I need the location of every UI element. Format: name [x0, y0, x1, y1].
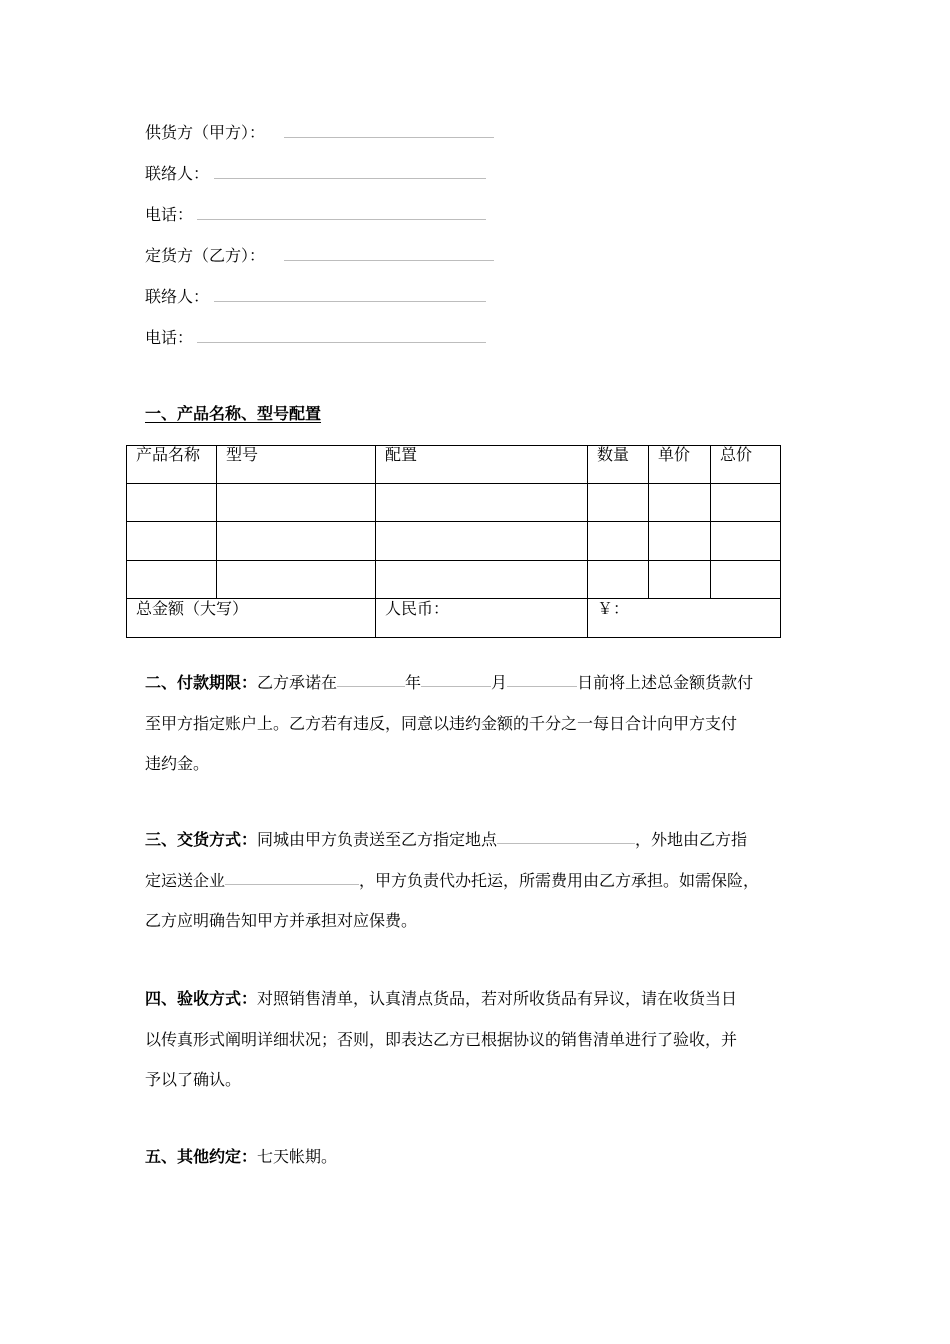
section4-text-1: 对照销售清单，认真清点货品，若对所收货品有异议，请在收货当日 [257, 989, 738, 1008]
supplier-contact-label: 联络人： [145, 164, 210, 183]
supplier-blank[interactable] [284, 137, 494, 138]
col-header-total-price: 总价 [720, 445, 753, 464]
buyer-contact-field [145, 285, 209, 309]
col-header-config: 配置 [385, 445, 418, 464]
month-blank[interactable] [421, 668, 491, 687]
supplier-phone-label: 电话： [145, 205, 194, 224]
day-blank[interactable] [507, 668, 577, 687]
section2-heading: 二、付款期限： [145, 673, 258, 692]
section1-title: 一、产品名称、型号配置 [145, 404, 322, 423]
total-amount-label: 总金额（大写） [136, 599, 249, 618]
section5-heading: 五、其他约定： [145, 1147, 258, 1166]
section3-text-2b: ，甲方负责代办托运，所需费用由乙方承担。如需保险， [359, 870, 760, 890]
section2-line-2: 至甲方指定账户上。乙方若有违反，同意以违约金额的千分之一每日合计向甲方支付 [145, 713, 738, 733]
yen-label: ￥： [597, 599, 630, 618]
buyer-label: 定货方（乙方）： [145, 246, 266, 265]
year-label: 年 [405, 673, 422, 692]
section3-text-2a: 定运送企业 [145, 870, 226, 890]
buyer-phone-blank[interactable] [197, 342, 486, 343]
supplier-phone-field [145, 203, 193, 227]
section2-text-1b: 日前将上述总金额货款付 [577, 673, 754, 692]
section4-line-3: 予以了确认。 [145, 1070, 242, 1089]
section3-delivery [145, 820, 805, 942]
col-header-quantity: 数量 [597, 445, 630, 464]
supplier-phone-blank[interactable] [197, 219, 486, 220]
buyer-field [145, 244, 265, 268]
section3-text-1b: ，外地由乙方指 [635, 830, 748, 849]
supplier-field [145, 121, 265, 145]
product-table [126, 445, 781, 638]
col-header-product-name: 产品名称 [136, 445, 201, 464]
section3-heading: 三、交货方式： [145, 830, 258, 849]
col-header-model: 型号 [226, 445, 259, 464]
buyer-phone-label: 电话： [145, 328, 194, 347]
shipping-company-blank[interactable] [225, 866, 359, 885]
delivery-location-blank[interactable] [497, 825, 635, 844]
supplier-contact-field [145, 162, 209, 186]
year-blank[interactable] [337, 668, 405, 687]
section3-text-1a: 同城由甲方负责送至乙方指定地点 [257, 830, 498, 849]
section3-line-3: 乙方应明确告知甲方并承担对应保费。 [145, 911, 418, 930]
section2-line-3: 违约金。 [145, 754, 210, 773]
supplier-label: 供货方（甲方）： [145, 123, 266, 142]
buyer-blank[interactable] [284, 260, 494, 261]
section4-heading: 四、验收方式： [145, 989, 258, 1008]
month-label: 月 [491, 673, 508, 692]
section4-line-2: 以传真形式阐明详细状况；否则，即表达乙方已根据协议的销售清单进行了验收，并 [145, 1029, 738, 1049]
buyer-contact-blank[interactable] [214, 301, 486, 302]
buyer-phone-field [145, 326, 193, 350]
section5-other [145, 1137, 805, 1178]
section2-payment [145, 663, 805, 785]
section2-text-1a: 乙方承诺在 [257, 673, 338, 692]
section4-inspection [145, 979, 805, 1101]
section5-text: 七天帐期。 [257, 1147, 338, 1166]
col-header-unit-price: 单价 [658, 445, 691, 464]
supplier-contact-blank[interactable] [214, 178, 486, 179]
buyer-contact-label: 联络人： [145, 287, 210, 306]
rmb-label: 人民币： [385, 599, 450, 618]
